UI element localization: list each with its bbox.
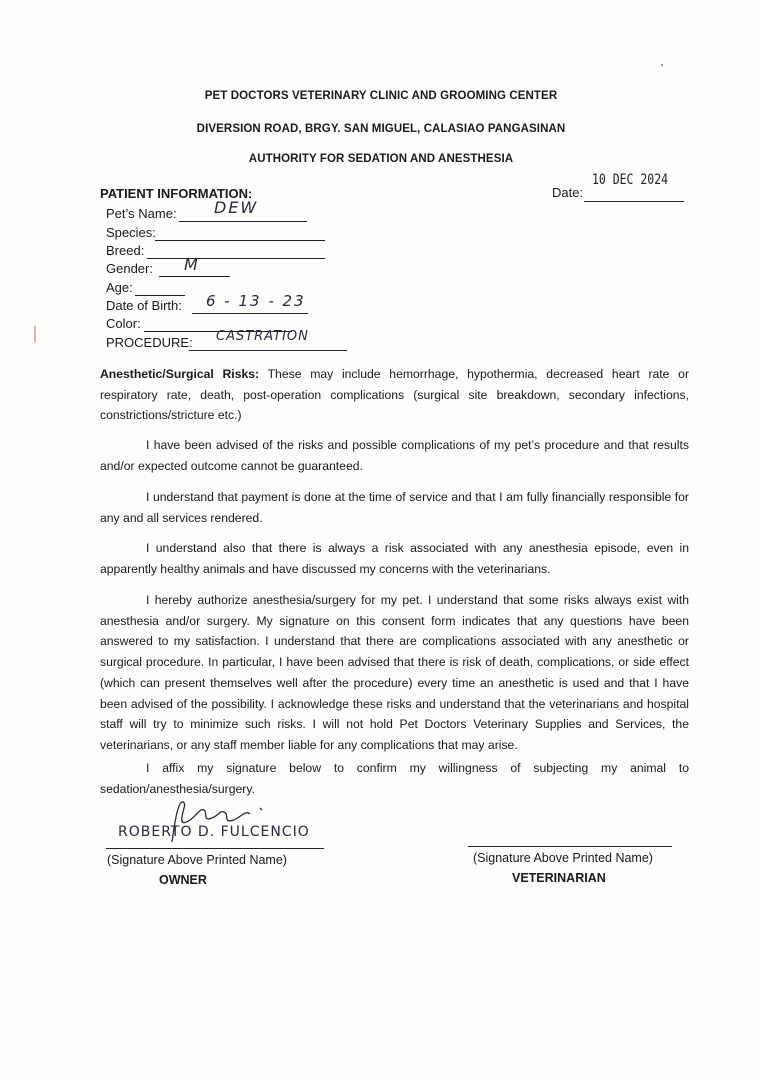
- owner-printed-name: ROBERTO D. FULCENCIO: [118, 824, 310, 840]
- paragraph-text: I understand that payment is done at the time of service and that I am fully financially responsible for any and all services rendered.: [100, 490, 689, 525]
- vet-role: VETERINARIAN: [512, 871, 606, 885]
- field-value: DEW: [214, 198, 259, 217]
- risks-heading: Anesthetic/Surgical Risks:: [100, 367, 260, 381]
- field-underline: [192, 313, 308, 314]
- field-underline: [155, 240, 325, 241]
- paragraph-text: I understand also that there is always a risk associated with any anesthesia episode, even in apparently healthy animals and have discussed my concerns with the veterinarians.: [100, 541, 689, 576]
- vet-signature-line: [468, 846, 672, 847]
- field-label: PROCEDURE:: [106, 335, 193, 350]
- field-label: Pet’s Name:: [106, 206, 177, 221]
- vet-signature-caption: (Signature Above Printed Name): [473, 851, 653, 865]
- field-label: Species:: [106, 225, 156, 240]
- date-field: [552, 172, 692, 204]
- paragraph-authorize: [100, 590, 689, 756]
- date-underline: [584, 201, 684, 202]
- field-underline: [135, 295, 185, 296]
- field-label: Breed:: [106, 243, 145, 258]
- field-label: Gender:: [106, 261, 153, 276]
- field-underline: [147, 258, 325, 259]
- date-stamp-value: 10 DEC 2024: [592, 172, 669, 188]
- paragraph-text: I have been advised of the risks and possible complications of my pet’s procedure and that results and/or expected outcome cannot be guaranteed.: [100, 438, 689, 473]
- scan-speck: [661, 64, 663, 66]
- clinic-address: DIVERSION ROAD, BRGY. SAN MIGUEL, CALASIAO PANGASINAN: [196, 123, 566, 135]
- paragraph-payment: [100, 487, 689, 528]
- form-title: AUTHORITY FOR SEDATION AND ANESTHESIA: [248, 153, 514, 165]
- paragraph-text: I hereby authorize anesthesia/surgery for my pet. I understand that some risks always exist with anesthesia and/or surgery. My signature on this consent form indicates that any questions have been answered to my satisfaction. I understand that there are complications associated with any anesthetic or surgical procedure. In particular, I have been advised that there is risk of death, complications, or side effect (which can present themselves well after the procedure) every time an anesthetic is used and that I have been advised of the possibility. I acknowledge these risks and understand that the veterinarians and hospital staff will try to minimize such risks. I will not hold Pet Doctors Veterinary Supplies and Services, the veterinarians, or any staff member liable for any complications that may arise.: [100, 593, 689, 752]
- field-value: M: [184, 255, 200, 274]
- field-label: Age:: [106, 280, 133, 295]
- field-label: Color:: [106, 316, 141, 331]
- risks-text: These may include hemorrhage, hypothermia, decreased heart rate or respiratory rate, death, post-operation complications (surgical site breakdown, secondary infections, constrictions/stricture etc.): [100, 367, 690, 423]
- paragraph-affix: [100, 758, 689, 799]
- clinic-name: PET DOCTORS VETERINARY CLINIC AND GROOMING CENTER: [204, 90, 558, 102]
- field-value: CASTRATION: [216, 329, 309, 344]
- field-underline: [179, 221, 307, 222]
- paragraph-text: I affix my signature below to confirm my willingness of subjecting my animal to sedation/anesthesia/surgery.: [100, 761, 689, 796]
- patient-info-title: PATIENT INFORMATION:: [100, 186, 253, 201]
- field-value: 6 - 13 - 23: [206, 292, 306, 310]
- date-label: Date:: [552, 185, 584, 200]
- owner-signature-caption: (Signature Above Printed Name): [107, 853, 287, 867]
- risks-paragraph: [100, 364, 689, 426]
- paragraph-risk: [100, 538, 689, 579]
- scan-mark: [34, 326, 36, 342]
- field-underline: [159, 276, 230, 277]
- field-label: Date of Birth:: [106, 298, 182, 313]
- field-underline: [189, 350, 347, 351]
- paragraph-advised: [100, 435, 689, 476]
- owner-signature-line: [106, 848, 324, 849]
- owner-role: OWNER: [159, 873, 207, 887]
